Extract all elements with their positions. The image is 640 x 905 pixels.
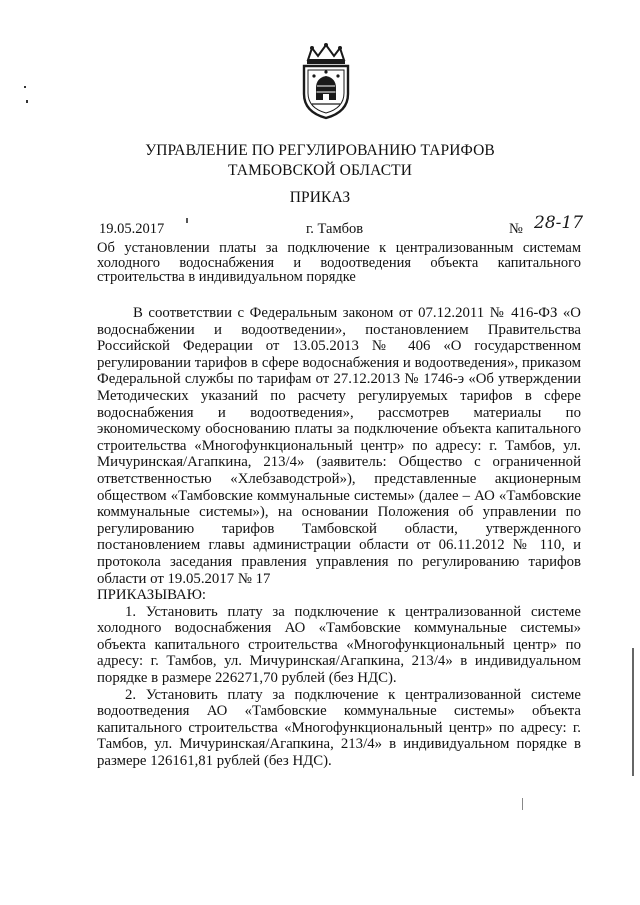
document-number-label: № [509, 221, 523, 237]
organization-name: УПРАВЛЕНИЕ ПО РЕГУЛИРОВАНИЮ ТАРИФОВ [145, 142, 495, 159]
order-word: ПРИКАЗЫВАЮ: [97, 587, 207, 604]
organization-region: ТАМБОВСКОЙ ОБЛАСТИ [228, 162, 412, 179]
preamble-paragraph: В соответствии с Федеральным законом от 07.12.2011 № 416-ФЗ «О водоснабжении и водоотведении», постановлением Правительства Российской Федерации от 13.05.2013 № 406 «О государственном регулировании тарифов в сфере водоснабжения и водоотведения», приказом Федеральной службы по тарифам от 27.12.2013 № 1746-э «Об утверждении Методических указаний по расчету регулируемых тарифов в сфере водоснабжения и водоотведения», рассмотрев материалы по экономическому обоснованию платы за подключение объекта капитального строительства «Многофункциональный центр» по адресу: г. Тамбов, ул. Мичуринская/Агапкина, 213/4» (заявитель: Общество с ограниченной ответственностью «Хлебзаводстрой»), представленные акционерным обществом «Тамбовские коммунальные системы» (далее – АО «Тамбовские коммунальные системы»), на основании Положения об управлении по регулированию тарифов Тамбовской области, утвержденного постановлением главы администрации области от 06.11.2012 № 110, и протокола заседания правления управления по регулированию тарифов области от 19.05.2017 № 17 [97, 305, 581, 587]
scan-mark [522, 798, 523, 810]
document-number-handwritten: 28-17 [534, 213, 584, 233]
document-title: Об установлении платы за подключение к централизованным системам холодного водоснабжения и водоотведения объекта капитального строительства в индивидуальном порядке [97, 240, 581, 286]
document-city: г. Тамбов [306, 221, 364, 237]
scan-mark [26, 100, 28, 103]
tambov-coat-of-arms-icon [294, 42, 358, 120]
scan-mark [632, 648, 634, 776]
order-item-2: 2. Установить плату за подключение к централизованной системе водоотведения АО «Тамбовские коммунальные системы» объекта капитального строительства «Многофункциональный центр» по адресу: г. Тамбов, ул. Мичуринская/Агапкина, 213/4» в индивидуальном порядке в размере 126161,81 рублей (без НДС). [97, 686, 581, 770]
order-item-1: 1. Установить плату за подключение к централизованной системе холодного водоснабжения АО «Тамбовские коммунальные системы» объекта капитального строительства «Многофункциональный центр» по адресу: г. Тамбов, ул. Мичуринская/Агапкина, 213/4» в индивидуальном порядке в размере 226271,70 рублей (без НДС). [97, 603, 581, 687]
scan-mark [24, 86, 26, 88]
document-body [97, 305, 581, 770]
scan-mark [186, 218, 188, 223]
document-date: 19.05.2017 [99, 221, 165, 237]
document-type: ПРИКАЗ [289, 189, 351, 206]
